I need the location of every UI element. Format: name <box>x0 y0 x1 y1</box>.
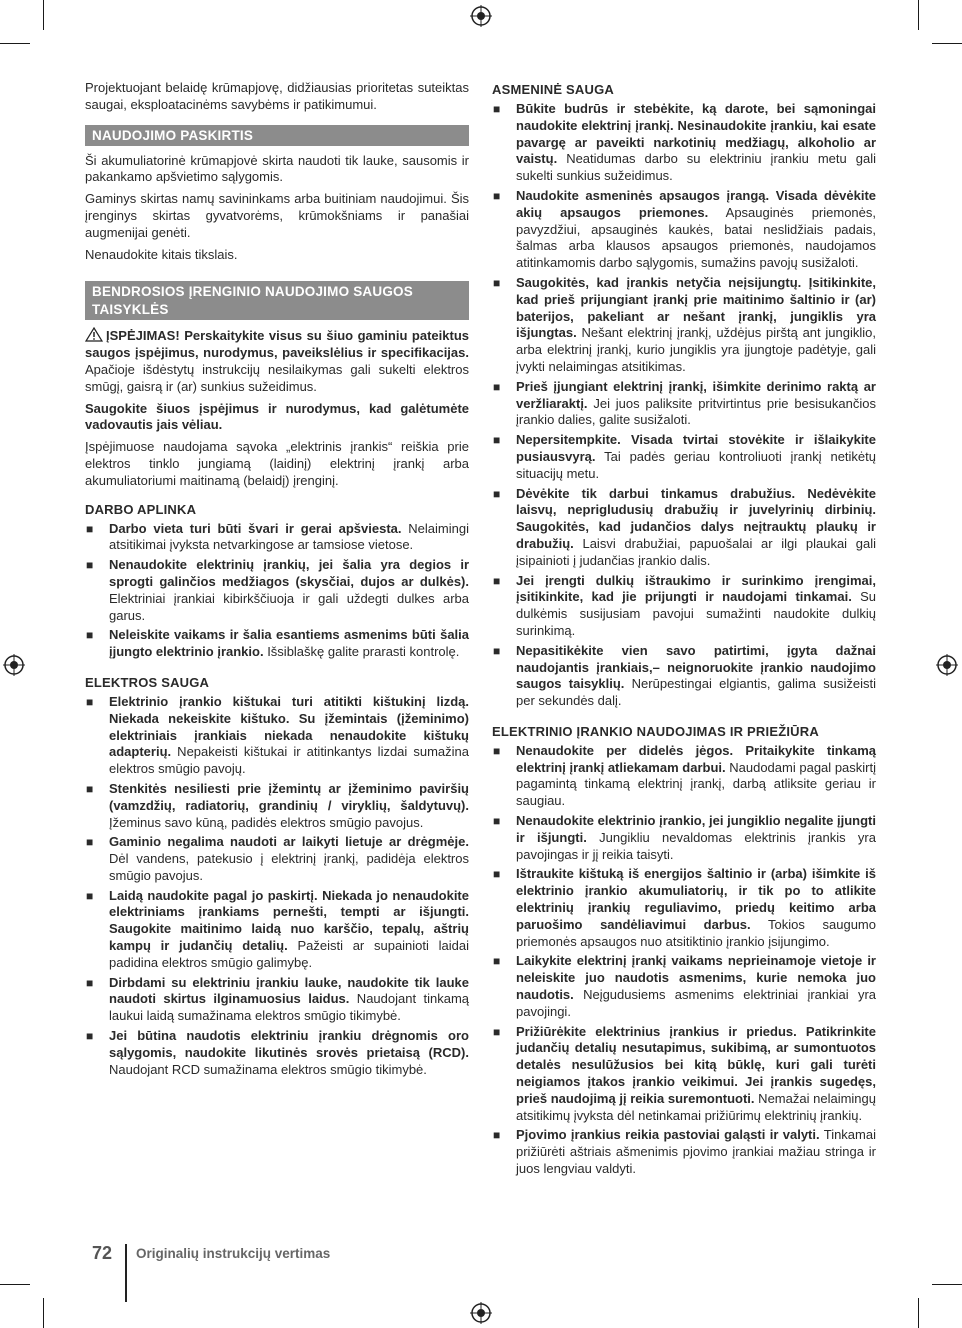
item-text: Išsiblaškę galite prarasti kontrolę. <box>263 644 460 660</box>
list-item <box>492 643 876 710</box>
item-bold: Jei įrengti dulkių ištraukimo ir surinkimo įrengimai, įsitikinkite, kad jie prijungti ir naudojami tinkamai. <box>516 572 876 605</box>
list-item <box>492 275 876 376</box>
item-text: Naudodami pagal paskirtį pagamintą tinkamą elektrinį įrankį, darbą atliksite geriau ir saugiau. <box>516 759 876 809</box>
list-item <box>492 813 876 863</box>
list-item <box>492 1024 876 1125</box>
item-text: Apsauginės priemonės, pavyzdžiui, apsauginės kaukės, batai neslidžiais padais, šalmas arba klausos apsaugos priemonės, naudojamos atitinkamomis darbo sąlygomis, sumažins pavojų susižaloti. <box>516 204 876 271</box>
item-bold: Laidą naudokite pagal jo paskirtį. Niekada jo nenaudokite elektriniams įrankiams pernešti, tempti ar išjungti. Saugokite maitinimo laidą nuo karščio, tepalų, aštrių kampų ir judančių detalių. <box>109 887 469 954</box>
item-bold: Stenkitės nesiliesti prie įžemintų ar įžeminimo paviršių (vamzdžių, radiatorių, grandinių / viryklių, šaldytuvų). <box>109 780 469 813</box>
list-item <box>492 743 876 810</box>
bullet-square-icon: ■ <box>86 521 94 536</box>
item-text: Laisvi drabužiai, papuošalai ar ilgi plaukai gali įsipainioti į judančias įrankio dalis. <box>516 535 876 568</box>
keep-instructions <box>85 401 469 435</box>
list-item <box>85 627 469 661</box>
crop-mark <box>932 1284 962 1285</box>
crop-mark <box>0 43 30 44</box>
list-item <box>85 557 469 624</box>
list-item <box>492 486 876 570</box>
bullet-square-icon: ■ <box>86 888 94 903</box>
item-bold: Nenaudokite elektrinio įrankio, jei jungiklio negalite įjungti ir išjungti. <box>516 813 876 845</box>
item-bold: Nenaudokite per didelės jėgos. Pritaikykite tinkamą elektrinį įrankį atliekamam darbui. <box>516 742 876 775</box>
list-item <box>492 379 876 429</box>
list-item <box>492 953 876 1020</box>
list-item <box>492 1127 876 1177</box>
electrical-list <box>85 694 469 1079</box>
item-bold: Prižiūrėkite elektrinius įrankius ir priedus. Patikrinkite judančių detalių nesutapimus, sukibimą, ar sumontuotos detalės nesulūžusios bei kitą būklę, kuri gali turėti neigiamos įtakos įrankio veikimui. Jei įrankis sugedęs, prieš naudojimą jį reikia suremontuoti. <box>516 1023 876 1106</box>
subtitle-personal: ASMENINĖ SAUGA <box>492 82 614 97</box>
item-bold: Saugokitės, kad įrankis netyčia neįsijungtų. Įsitikinkite, kad prieš prijungiant įrankį prie maitinimo šaltinio ir (ar) baterijos, pakeliant ar nešant įrankį, jungiklis yra išjungtas. <box>516 274 876 341</box>
subtitle-work-area: DARBO APLINKA <box>85 501 197 517</box>
registration-mark-icon <box>470 5 492 27</box>
work-area-list <box>85 521 469 661</box>
item-bold: Neleiskite vaikams ir šalia esantiems asmenims būti šalia įjungto elektrinio įrankio. <box>109 627 469 660</box>
list-item <box>492 188 876 272</box>
subtitle-tool-use: ELEKTRINIO ĮRANKIO NAUDOJIMAS IR PRIEŽIŪRA <box>492 723 819 739</box>
crop-mark <box>0 1284 30 1285</box>
item-bold: Laikykite elektrinį įrankį vaikams neprieinamoje vietoje ir neleiskite juo naudotis asmenims, kurie nemoka juo naudotis. <box>516 953 876 1003</box>
right-column <box>492 80 876 1181</box>
bullet-square-icon: ■ <box>493 1128 501 1143</box>
bullet-square-icon: ■ <box>493 743 501 758</box>
item-text: Pažeisti ar supainioti laidai padidina elektros smūgio galimybę. <box>109 938 469 970</box>
item-text: Įžeminus savo kūną, padidės elektros smūgio pavojus. <box>109 814 424 830</box>
item-bold: Gaminio negalima naudoti ar laikyti lietuje ar drėgmėje. <box>109 834 469 850</box>
item-text: Neįgudusiems asmenims elektriniai įrankiai yra pavojingi. <box>516 987 876 1019</box>
warning-text: Apačioje išdėstytų instrukcijų nesilaikymas gali sukelti elektros smūgį, gaisrą ir (ar) sunkius sužeidimus. <box>85 361 469 394</box>
item-text: Naudojant RCD sumažinama elektros smūgio tikimybė. <box>109 1061 427 1077</box>
section-title-general: BENDROSIOS ĮRENGINIO NAUDOJIMO SAUGOS TAISYKLĖS <box>85 281 469 320</box>
bullet-square-icon: ■ <box>86 781 94 796</box>
item-text: Jei juos paliksite pritvirtintus prie besisukančios įrankio dalies, galite susižaloti. <box>516 395 876 428</box>
bullet-square-icon: ■ <box>493 102 501 116</box>
subtitle-electrical: ELEKTROS SAUGA <box>85 674 210 690</box>
bullet-square-icon: ■ <box>493 433 501 448</box>
item-bold: Ištraukite kištuką iš energijos šaltinio ir (arba) išimkite iš elektrinio įrankio akumuliatorių, ir tik po to atlikite elektrinių įrankių reguliavimo, priedų keitimo arba paruošimo sandėliavimui darbus. <box>516 866 876 932</box>
item-text: Tai padės geriau kontroliuoti įrankį netikėtų situacijų metu. <box>516 448 876 481</box>
bullet-square-icon: ■ <box>86 558 94 573</box>
bullet-square-icon: ■ <box>493 573 501 588</box>
intro-paragraph: Projektuojant belaidę krūmapjovę, didžiausias prioritetas suteiktas saugai, eksploatacinėms savybėms ir patikimumui. <box>85 80 469 112</box>
bullet-square-icon: ■ <box>493 643 501 658</box>
registration-mark-icon <box>936 654 958 676</box>
crop-mark <box>932 43 962 44</box>
list-item <box>85 1028 469 1078</box>
bullet-square-icon: ■ <box>86 975 94 990</box>
footer-divider <box>125 1244 127 1302</box>
item-text: Nerūpestingai elgiantis, galima susižeisti per sekundės dalį. <box>516 676 876 709</box>
item-bold: Naudokite asmeninės apsaugos įrangą. Visada dėvėkite akių apsaugos priemones. <box>516 187 876 220</box>
item-bold: Pjovimo įrankius reikia pastoviai galąsti ir valyti. <box>516 1127 820 1143</box>
item-bold: Nepasitikėkite vien savo patirtimi, įgyta dažnai naudojantis įrankiais,– neignoruokite įrankio naudojimo saugos taisyklių. <box>516 642 876 692</box>
list-item <box>492 573 876 640</box>
item-text: Nelaimingi atsitikimai įvyksta netvarkingose ar tamsiose vietose. <box>109 520 469 553</box>
list-item <box>85 834 469 884</box>
item-bold: Nenaudokite elektrinių įrankių, jei šalia yra degios ir sprogti galinčios medžiagos (skysčiai, dujos ar dulkės). <box>109 557 469 589</box>
bullet-square-icon: ■ <box>493 379 501 394</box>
warning-triangle-icon <box>85 327 103 342</box>
item-bold: Dirbdami su elektriniu įrankiu lauke, naudokite tik lauke naudoti skirtus ilginamuosius laidus. <box>109 974 469 1007</box>
list-item <box>85 694 469 778</box>
term-paragraph: Įspėjimuose naudojama sąvoka „elektrinis įrankis“ reiškia prie elektros tinklo jungiamą (laidinį) elektrinį įrankį arba akumuliatoriumi maitinamą (belaidį) įrenginį. <box>85 439 469 488</box>
item-text: Dėl vandens, patekusio į elektrinį įrankį, padidėja elektros smūgio pavojus. <box>109 851 469 883</box>
list-item <box>492 101 876 185</box>
use-paragraph-2: Gaminys skirtas namų savininkams arba buitiniam naudojimui. Šis įrenginys skirtas gyvatvorėms, krūmokšniams ir panašiai augmenijai genėti. <box>85 191 469 240</box>
item-bold: Nepersitempkite. Visada tvirtai stovėkite ir išlaikykite pusiausvyrą. <box>516 432 876 464</box>
registration-mark-icon <box>3 654 25 676</box>
crop-mark <box>918 1298 919 1328</box>
bullet-square-icon: ■ <box>493 275 501 290</box>
use-paragraph-3: Nenaudokite kitais tikslais. <box>85 246 238 262</box>
item-text: Naudojant tinkamą laukui laidą sumažinama elektros smūgio tikimybė. <box>109 991 470 1024</box>
item-text: Nešant elektrinį įrankį, uždėjus pirštą ant jungiklio, arba elektrinį įrankį, kurio jungiklis yra įjungtoje padėtyje, gali įvykti nelaimingas atsitikimas. <box>516 325 876 374</box>
crop-mark <box>918 0 919 30</box>
bullet-square-icon: ■ <box>493 954 501 969</box>
item-bold: Dėvėkite tik darbui tinkamus drabužius. Nedėvėkite laisvų, neprigludusių drabužių ir juvelyrinių dirbinių. Saugokitės, kad judančios dalys neįtrauktų plaukų ir drabužių. <box>516 485 876 551</box>
warning-bold: ĮSPĖJIMAS! Perskaitykite visus su šiuo gaminiu pateiktus saugos įspėjimus, nurodymus, paveikslėlius ir specifikacijas. <box>85 328 469 361</box>
list-item <box>85 975 469 1025</box>
item-text: Neatidumas darbo su elektriniu įrankiu metu gali sukelti sunkius sužeidimus. <box>516 151 876 184</box>
bullet-square-icon: ■ <box>493 867 501 882</box>
warning-paragraph <box>85 327 469 395</box>
item-text: Tinkamai prižiūrėti aštriais ašmenimis pjovimo įrankiai mažiau stringa ir juos lengviau valdyti. <box>516 1127 876 1177</box>
bullet-square-icon: ■ <box>493 1024 501 1039</box>
item-text: Tokios saugumo priemonės apsaugos nuo atsitiktinio įrankio įsijungimo. <box>516 916 876 949</box>
crop-mark <box>43 1298 44 1328</box>
list-item <box>85 888 469 972</box>
item-bold: Būkite budrūs ir stebėkite, ką darote, bei sąmoningai naudokite elektrinį įrankį. Nesinaudokite įrankiu, kai esate pavargę ar paveikti narkotinių medžiagų, alkoholio ar vaistų. <box>516 101 876 167</box>
bullet-square-icon: ■ <box>86 628 94 643</box>
bullet-square-icon: ■ <box>493 814 501 829</box>
item-bold: Jei būtina naudotis elektriniu įrankiu drėgnomis oro sąlygomis, naudokite likutinės srovės prietaisą (RCD). <box>109 1028 469 1060</box>
item-text: Jungikliu nevaldomas elektrinis įrankis yra pavojingas ir jį reikia taisyti. <box>516 829 876 862</box>
bullet-square-icon: ■ <box>86 694 94 709</box>
bullet-square-icon: ■ <box>86 1029 94 1044</box>
bullet-square-icon: ■ <box>493 486 501 501</box>
bullet-square-icon: ■ <box>493 188 501 203</box>
list-item <box>85 781 469 831</box>
keep-instructions-bold: Saugokite šiuos įspėjimus ir nurodymus, kad galėtumėte vadovautis jais vėliau. <box>85 400 469 433</box>
footer-text: Originalių instrukcijų vertimas <box>136 1246 331 1261</box>
list-item <box>85 521 469 555</box>
item-bold: Elektrinio įrankio kištukai turi atitikti kištukinį lizdą. Niekada nekeiskite kištuko. Su įžemintais (įžeminimo) elektriniais įrankiais niekada nenaudokite kištukų adapterių. <box>109 693 469 760</box>
bullet-square-icon: ■ <box>86 835 94 850</box>
left-column <box>85 80 469 1081</box>
item-text: Su dulkėmis susijusiam pavojui sumažinti naudokite dulkių surinkimą. <box>516 589 877 638</box>
personal-list <box>492 101 876 710</box>
list-item <box>492 432 876 482</box>
item-text: Nepakeisti kištukai ir atitinkantys lizdai sumažina elektros smūgio pavojų. <box>109 744 469 777</box>
use-paragraph-1: Ši akumuliatorinė krūmapjovė skirta naudoti tik lauke, sausomis ir pakankamo apšvietimo sąlygomis. <box>85 152 469 185</box>
section-title-use: NAUDOJIMO PASKIRTIS <box>85 125 469 146</box>
page-number: 72 <box>92 1243 113 1263</box>
list-item <box>492 866 876 950</box>
item-bold: Darbo vieta turi būti švari ir gerai apšviesta. <box>109 520 402 536</box>
item-bold: Prieš įjungiant elektrinį įrankį, išimkite derinimo raktą ar veržliaraktį. <box>516 378 876 411</box>
item-text: Nemažai nelaimingų atsitikimų įvyksta dėl netinkamai prižiūrimų elektrinių įrankių. <box>516 1090 876 1123</box>
tool-use-list <box>492 743 876 1178</box>
crop-mark <box>43 0 44 30</box>
item-text: Elektriniai įrankiai kibirkščiuoja ir gali uždegti dulkes arba garus. <box>109 590 469 623</box>
registration-mark-icon <box>470 1302 492 1324</box>
